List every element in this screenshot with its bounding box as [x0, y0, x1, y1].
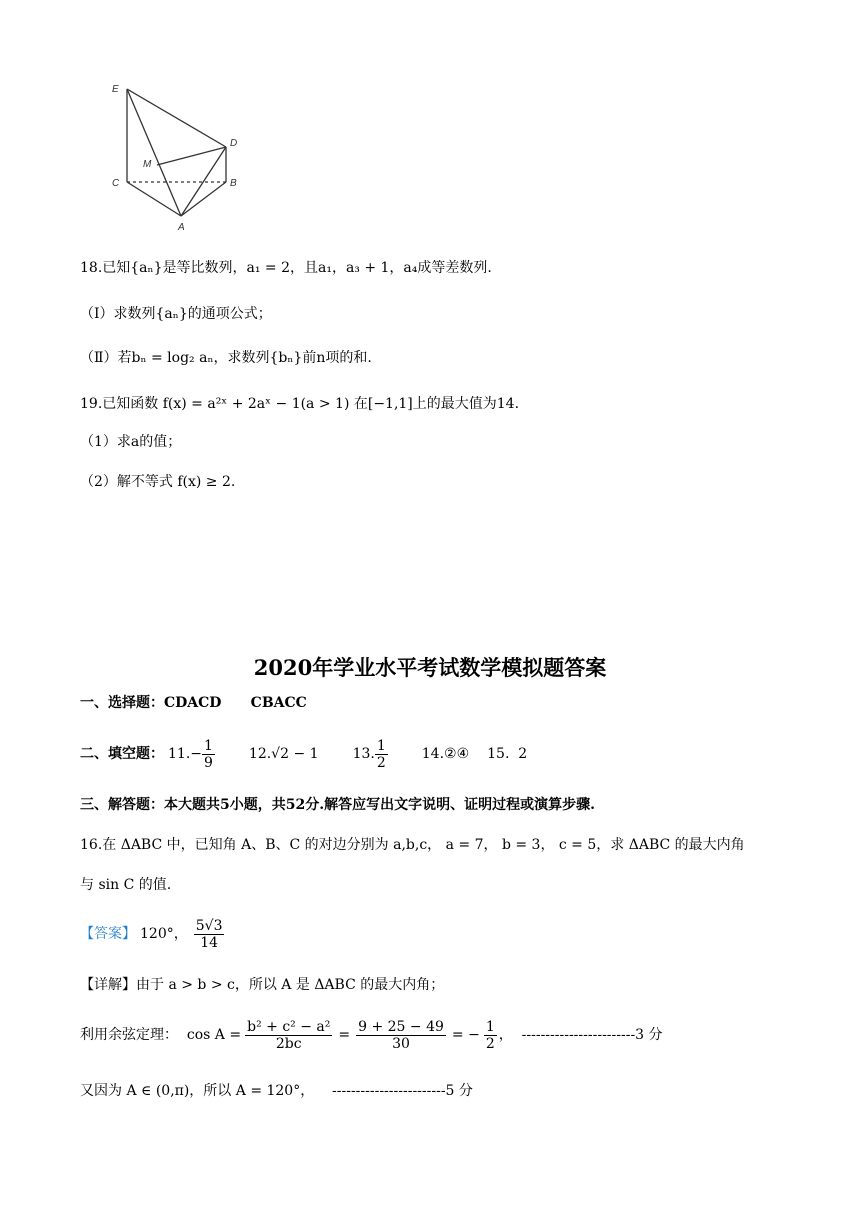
- cosine-denominator-2: 30: [392, 1035, 410, 1052]
- answer-angle: 120°，: [140, 926, 188, 942]
- label-m: M: [143, 159, 152, 170]
- angle-line: 又因为 A ∈ (0,π)，所以 A = 120°， ------------------------5 分: [80, 1083, 473, 1099]
- answer-sin-fraction: [194, 919, 225, 950]
- cosine-prefix: 利用余弦定理： cos A =: [80, 1027, 242, 1043]
- q19-line2: （1）求a的值；: [80, 434, 182, 450]
- answer-11-denominator: 9: [204, 754, 213, 771]
- answer-11-numerator: 1: [204, 737, 213, 754]
- cosine-law-line: [80, 1012, 663, 1058]
- cosine-fraction-2: [356, 1020, 446, 1051]
- geometry-figure: [100, 78, 260, 238]
- cosine-fraction-3: [484, 1020, 497, 1051]
- label-b: B: [230, 178, 237, 189]
- section-solution-heading: 三、解答题：本大题共5小题，共52分.解答应写出文字说明、证明过程或演算步骤.: [80, 797, 595, 813]
- answer-11-sign: −: [190, 746, 202, 762]
- q19-line3: （2）解不等式 f(x) ≥ 2.: [80, 474, 236, 490]
- cosine-denominator-3: 2: [485, 1035, 495, 1052]
- cosine-numerator-1: b² + c² − a²: [247, 1018, 331, 1035]
- answer-15: 15. 2: [487, 746, 528, 762]
- answer-11-fraction: [202, 739, 215, 770]
- cosine-equals-minus: = −: [451, 1027, 480, 1043]
- q16-detail: 【详解】由于 a > b > c，所以 A 是 ΔABC 的最大内角；: [80, 977, 445, 993]
- answer-sin-denominator: 14: [200, 934, 219, 951]
- section-fill-heading: 二、填空题：: [80, 746, 164, 762]
- answer-13-fraction: [375, 739, 388, 770]
- answers-title: 2020年学业水平考试数学模拟题答案: [253, 655, 607, 680]
- q18-line2: （Ⅰ）求数列{aₙ}的通项公式；: [80, 306, 272, 322]
- edge-ba: [181, 182, 226, 216]
- answer-13-prefix: 13.: [352, 746, 375, 762]
- edge-ed: [127, 89, 226, 147]
- section-choice-answers: 一、选择题：CDACD CBACC: [80, 695, 307, 711]
- section-fill-answers: [80, 734, 527, 774]
- q18-line1: 18.已知{aₙ}是等比数列，a₁ = 2，且a₁，a₃ + 1，a₄成等差数列.: [80, 260, 492, 276]
- answer-14: 14.②④: [421, 746, 470, 762]
- cosine-denominator-1: 2bc: [275, 1035, 302, 1052]
- label-d: D: [230, 138, 238, 149]
- cosine-fraction-1: [245, 1020, 332, 1051]
- cosine-numerator-3: 1: [485, 1018, 495, 1035]
- cosine-numerator-2: 9 + 25 − 49: [358, 1018, 444, 1035]
- q16-answer: [80, 912, 224, 956]
- answer-13-denominator: 2: [376, 754, 386, 771]
- cosine-equals: =: [338, 1027, 351, 1043]
- label-c: C: [112, 178, 120, 189]
- answer-12: 12.√2 − 1: [248, 746, 319, 762]
- answer-sin-numerator: 5√3: [195, 917, 223, 934]
- label-a: A: [178, 222, 185, 233]
- edge-ea: [127, 89, 181, 216]
- q18-line3: （Ⅱ）若bₙ = log₂ aₙ，求数列{bₙ}前n项的和.: [80, 350, 372, 366]
- edge-ca: [127, 182, 181, 216]
- q19-line1: 19.已知函数 f(x) = a²ˣ + 2aˣ − 1(a > 1) 在[−1,1]上的最大值为14.: [80, 396, 520, 412]
- label-e: E: [112, 84, 119, 95]
- answer-tag: 【答案】: [80, 926, 136, 942]
- answer-11-prefix: 11.: [168, 746, 191, 762]
- q16-line2: 与 sin C 的值.: [80, 877, 172, 893]
- cosine-score: ， ------------------------3 分: [498, 1027, 663, 1043]
- q16-line1: 16.在 ΔABC 中，已知角 A、B、C 的对边分别为 a,b,c， a = 7， b = 3， c = 5，求 ΔABC 的最大内角: [80, 837, 745, 853]
- answer-13-numerator: 1: [376, 737, 386, 754]
